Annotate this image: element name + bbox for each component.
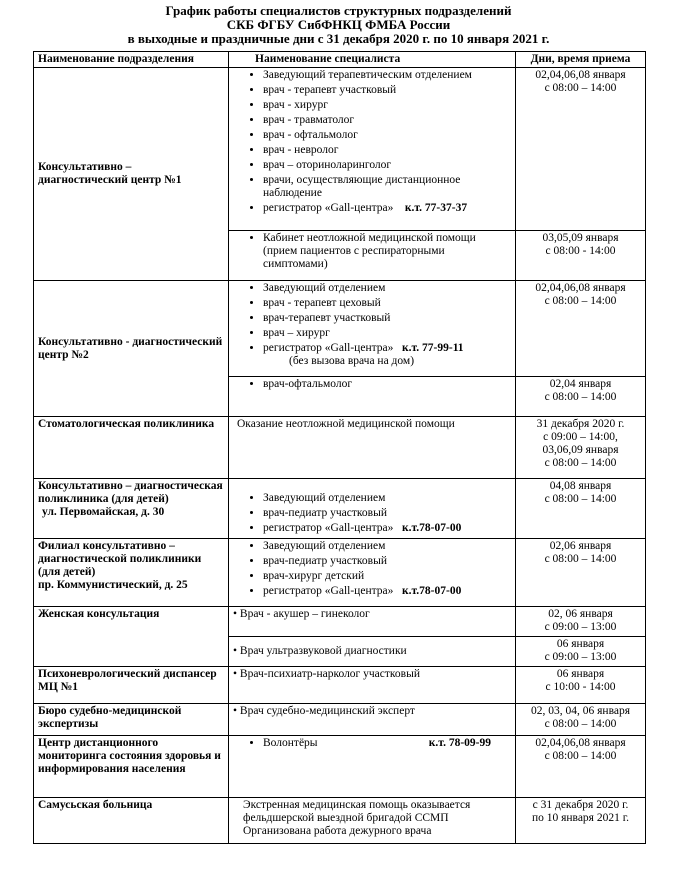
time-hours: с 08:00 – 14:00 bbox=[544, 391, 617, 403]
registrar-phone: к.т.78-07-00 bbox=[402, 522, 462, 534]
time-days: 02,04,06,08 января bbox=[535, 282, 626, 294]
registrar-label: регистратор «Gall-центра» bbox=[263, 522, 394, 534]
table-row bbox=[34, 417, 646, 479]
time-days: 02,04,06,08 января bbox=[535, 737, 626, 749]
dept-remote: Центр дистанционного мониторинга состояния здоровья и информирования населения bbox=[34, 736, 229, 798]
bullet: • bbox=[233, 608, 240, 620]
dept-forensic: Бюро судебно-медицинской экспертизы bbox=[34, 704, 229, 736]
table-row bbox=[34, 798, 646, 844]
registrar-phone: к.т. 77-37-37 bbox=[404, 202, 468, 214]
time-hours: с 09:00 – 13:00 bbox=[544, 651, 617, 663]
list-item: Врач - акушер – гинеколог bbox=[239, 608, 370, 620]
time-cell bbox=[516, 637, 646, 667]
time-hours: с 08:00 – 14:00 bbox=[544, 493, 617, 505]
time-days: 02,06 января bbox=[549, 540, 612, 552]
list-item bbox=[263, 522, 511, 535]
bullet: • bbox=[233, 668, 240, 680]
volunteers-label: Волонтёры bbox=[263, 737, 318, 749]
dept-kids-branch bbox=[34, 539, 229, 607]
spec-cell bbox=[229, 231, 516, 281]
list-item bbox=[263, 585, 511, 598]
list-item: • врач - травматолог bbox=[263, 114, 511, 127]
list-item: • врач - хирург bbox=[263, 99, 511, 112]
time-days: 02,04,06,08 января bbox=[535, 69, 626, 81]
list-item bbox=[263, 202, 511, 215]
registrar-label: регистратор «Gall-центра» bbox=[263, 202, 394, 214]
dept-kdc2: Консультативно - диагностический центр №2 bbox=[34, 281, 229, 417]
header-row bbox=[34, 52, 646, 68]
table-row bbox=[34, 281, 646, 377]
dept-dental: Стоматологическая поликлиника bbox=[34, 417, 229, 479]
list-item: • врач-офтальмолог bbox=[263, 378, 511, 391]
time-cell bbox=[516, 607, 646, 637]
table-row bbox=[34, 667, 646, 704]
time-line: 03,06,09 января bbox=[542, 444, 619, 456]
time-line: 31 декабря 2020 г. bbox=[536, 418, 625, 430]
dept-address: пр. Коммунистический, д. 25 bbox=[38, 579, 188, 591]
time-cell bbox=[516, 417, 646, 479]
samus-line: Экстренная медицинская помощь оказывается bbox=[243, 799, 471, 811]
dept-kdc1: Консультативно – диагностический центр №1 bbox=[34, 68, 229, 281]
time-cell bbox=[516, 798, 646, 844]
list-item: • Заведующий отделением bbox=[263, 282, 511, 295]
time-days: 02,04 января bbox=[549, 378, 612, 390]
time-days: 04,08 января bbox=[549, 480, 612, 492]
spec-cell bbox=[229, 798, 516, 844]
bullet: • bbox=[233, 645, 240, 657]
time-line: с 09:00 – 14:00, bbox=[543, 431, 618, 443]
registrar-note: (без вызова врача на дом) bbox=[289, 355, 415, 367]
dept-name: Филиал консультативно – диагностической поликлиники (для детей) bbox=[38, 540, 202, 578]
list-item: • врач-педиатр участковый bbox=[263, 555, 511, 568]
time-line: с 31 декабря 2020 г. bbox=[532, 799, 629, 811]
time-hours: с 09:00 – 13:00 bbox=[544, 621, 617, 633]
registrar-phone: к.т.78-07-00 bbox=[402, 585, 462, 597]
list-item: • врач-педиатр участковый bbox=[263, 507, 511, 520]
time-line: по 10 января 2021 г. bbox=[531, 812, 630, 824]
samus-line: Организована работа дежурного врача bbox=[243, 825, 432, 837]
time-days: 06 января bbox=[556, 668, 605, 680]
spec-cell bbox=[229, 377, 516, 417]
time-hours: с 08:00 – 14:00 bbox=[544, 553, 617, 565]
list-item: Врач ультразвуковой диагностики bbox=[239, 645, 407, 657]
registrar-label: регистратор «Gall-центра» bbox=[263, 585, 394, 597]
dept-psych: Психоневрологический диспансер МЦ №1 bbox=[34, 667, 229, 704]
list-item: • Заведующий отделением bbox=[263, 540, 511, 553]
time-cell bbox=[516, 479, 646, 539]
spec-cell bbox=[229, 68, 516, 231]
registrar-label: регистратор «Gall-центра» bbox=[263, 342, 394, 354]
table-row bbox=[34, 607, 646, 637]
spec-cell: Оказание неотложной медицинской помощи bbox=[229, 417, 516, 479]
dept-samus: Самусьская больница bbox=[34, 798, 229, 844]
list-item: • врач - невролог bbox=[263, 144, 511, 157]
spec-cell bbox=[229, 281, 516, 377]
header-dept: Наименование подразделения bbox=[34, 52, 229, 68]
spec-cell bbox=[229, 736, 516, 798]
table-row bbox=[34, 704, 646, 736]
dept-kids bbox=[34, 479, 229, 539]
time-days: 02, 03, 04, 06 января bbox=[531, 705, 630, 717]
spec-cell bbox=[229, 637, 516, 667]
time-cell bbox=[516, 667, 646, 704]
list-item: • врач - терапевт участковый bbox=[263, 84, 511, 97]
time-hours: с 08:00 - 14:00 bbox=[545, 245, 616, 257]
spec-cell bbox=[229, 479, 516, 539]
spec-cell bbox=[229, 667, 516, 704]
time-hours: с 08:00 – 14:00 bbox=[544, 718, 617, 730]
list-item bbox=[263, 342, 511, 355]
time-cell bbox=[516, 68, 646, 231]
time-cell bbox=[516, 539, 646, 607]
header-time: Дни, время приема bbox=[516, 52, 646, 68]
time-cell bbox=[516, 704, 646, 736]
list-item: • врач-терапевт участковый bbox=[263, 312, 511, 325]
title-line-2: СКБ ФГБУ СибФНКЦ ФМБА России bbox=[226, 17, 451, 32]
time-hours: с 08:00 – 14:00 bbox=[544, 750, 617, 762]
time-cell bbox=[516, 377, 646, 417]
list-item: • врач – оториноларинголог bbox=[263, 159, 511, 172]
registrar-phone: к.т. 77-99-11 bbox=[402, 342, 464, 354]
time-days: 06 января bbox=[556, 638, 605, 650]
time-hours: с 08:00 – 14:00 bbox=[544, 82, 617, 94]
list-item bbox=[263, 737, 511, 750]
time-days: 02, 06 января bbox=[548, 608, 613, 620]
bullet: • bbox=[233, 705, 240, 717]
list-item: Врач судебно-медицинский эксперт bbox=[239, 705, 415, 717]
list-item: • врач - офтальмолог bbox=[263, 129, 511, 142]
title-line-1: График работы специалистов структурных подразделений bbox=[165, 3, 512, 18]
schedule-table bbox=[33, 51, 646, 844]
table-row bbox=[34, 479, 646, 539]
table-row bbox=[34, 736, 646, 798]
time-hours: с 08:00 – 14:00 bbox=[544, 295, 617, 307]
list-item: Врач-психиатр-нарколог участковый bbox=[239, 668, 420, 680]
time-cell bbox=[516, 281, 646, 377]
dept-name: Консультативно – диагностическая поликлиника (для детей) bbox=[38, 480, 223, 505]
time-hours: с 10:00 - 14:00 bbox=[545, 681, 616, 693]
document-title bbox=[0, 0, 677, 46]
dept-address: ул. Первомайская, д. 30 bbox=[42, 506, 165, 518]
time-cell bbox=[516, 231, 646, 281]
list-item: • Заведующий терапевтическим отделением bbox=[263, 69, 511, 82]
remote-phone: к.т. 78-09-99 bbox=[428, 737, 491, 749]
time-days: 03,05,09 января bbox=[542, 232, 619, 244]
list-item: • Заведующий отделением bbox=[263, 492, 511, 505]
list-item: • врач – хирург bbox=[263, 327, 511, 340]
table-row bbox=[34, 68, 646, 231]
spec-cell bbox=[229, 539, 516, 607]
time-cell bbox=[516, 736, 646, 798]
dept-women: Женская консультация bbox=[34, 607, 229, 667]
list-item: • врач-хирург детский bbox=[263, 570, 511, 583]
title-line-3: в выходные и праздничные дни с 31 декабря 2020 г. по 10 января 2021 г. bbox=[127, 31, 550, 46]
list-item: • врач - терапевт цеховый bbox=[263, 297, 511, 310]
time-line: с 08:00 – 14:00 bbox=[544, 457, 617, 469]
list-item: • Кабинет неотложной медицинской помощи (прием пациентов с респираторными симптомами) bbox=[263, 232, 511, 271]
spec-cell bbox=[229, 704, 516, 736]
samus-line: фельдшерской выездной бригадой ССМП bbox=[243, 812, 449, 824]
header-spec: Наименование специалиста bbox=[229, 52, 516, 68]
table-row bbox=[34, 539, 646, 607]
spec-cell bbox=[229, 607, 516, 637]
list-item: • врачи, осуществляющие дистанционное наблюдение bbox=[263, 174, 511, 200]
